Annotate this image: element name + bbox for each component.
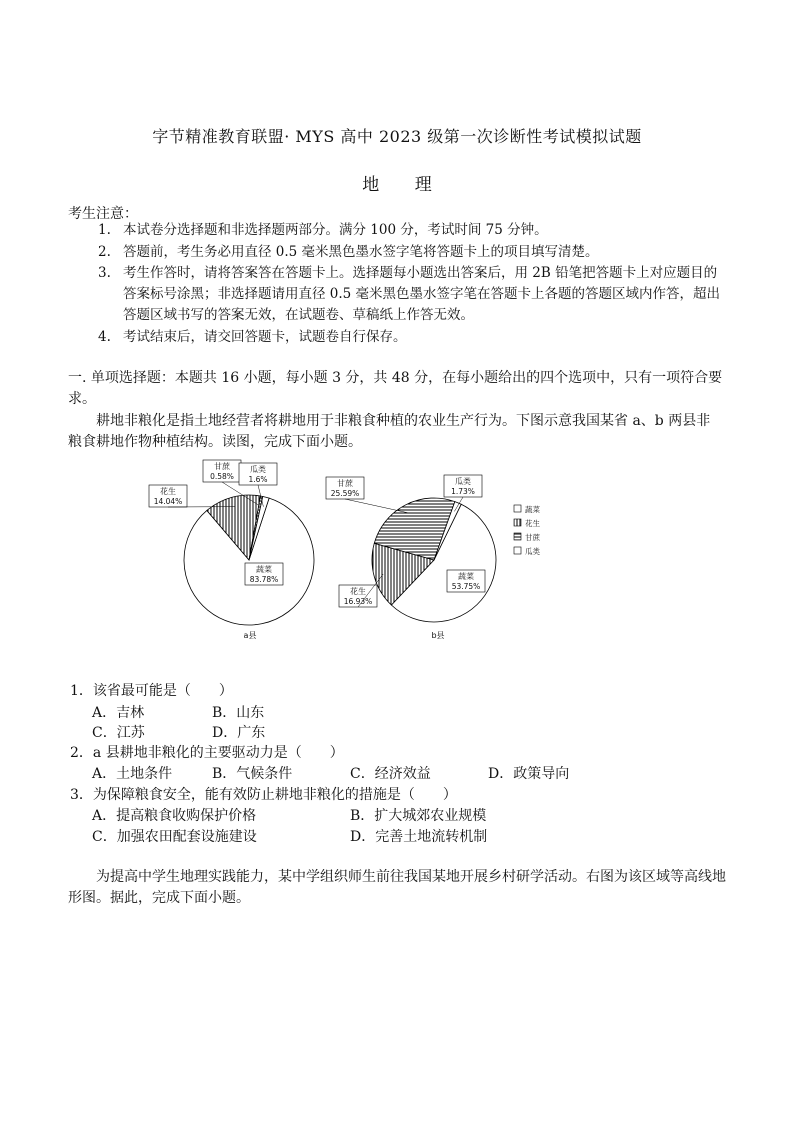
notice-number: 3. — [98, 265, 111, 281]
slice-label-name: 瓜类 — [250, 465, 266, 474]
notice-number: 2. — [98, 244, 111, 260]
legend-swatch-melon — [514, 547, 521, 554]
legend-swatch-peanut — [514, 519, 521, 526]
notice-text: 答题前，考生务必用直径 0.5 毫米黑色墨水签字笔将答题卡上的项目填写清楚。 — [123, 244, 599, 260]
slice-label-value: 14.04% — [153, 497, 183, 506]
notice-text: 本试卷分选择题和非选择题两部分。满分 100 分，考试时间 75 分钟。 — [123, 222, 548, 238]
legend-label-sugarcane: 甘蔗 — [525, 533, 540, 542]
question-intro-2: 为提高中学生地理实践能力，某中学组织师生前往我国某地开展乡村研学活动。右图为该区域等高线地形图。据此，完成下面小题。 — [68, 869, 726, 906]
option-b: B．气候条件 — [212, 766, 293, 782]
option-d: D．广东 — [212, 725, 266, 741]
legend-label-vegetable: 蔬菜 — [525, 505, 540, 514]
pie-b — [326, 475, 496, 640]
exam-title: 字节精准教育联盟· MYS 高中 2023 级第一次诊断性考试模拟试题 — [152, 127, 642, 146]
slice-label-name: 蔬菜 — [256, 565, 272, 574]
pie-caption: a县 — [243, 631, 257, 640]
question-stem: 3．为保障粮食安全，能有效防止耕地非粮化的措施是（ ） — [70, 787, 457, 803]
question-stem: 2．a 县耕地非粮化的主要驱动力是（ ） — [70, 745, 344, 761]
notice-heading: 考生注意： — [68, 206, 138, 222]
slice-label-name: 瓜类 — [455, 477, 471, 486]
slice-label-name: 花生 — [350, 587, 366, 596]
section-heading: 一. 单项选择题：本题共 16 小题，每小题 3 分，共 48 分，在每小题给出的四个选项中，只有一项符合要求。 — [68, 370, 723, 407]
option-b: B．扩大城郊农业规模 — [350, 808, 487, 824]
notice-text: 考试结束后，请交回答题卡，试题卷自行保存。 — [123, 329, 407, 345]
notice-text: 考生作答时，请将答案答在答题卡上。选择题每小题选出答案后，用 2B 铅笔把答题卡上对应题目的答案标号涂黑；非选择题请用直径 0.5 毫米黑色墨水签字笔在答题卡上各题的答题区域内作答，超出答题区域书写的答案无效，在试题卷、草稿纸上作答无效。 — [123, 265, 721, 323]
legend-swatch-sugarcane — [514, 533, 521, 540]
slice-label-value: 25.59% — [330, 489, 360, 498]
pie-chart-figure — [0, 455, 794, 655]
option-a: A．吉林 — [92, 705, 145, 721]
slice-label-value: 1.6% — [248, 475, 268, 484]
option-c: C．经济效益 — [350, 766, 431, 782]
notice-item — [100, 327, 730, 348]
slice-label-value: 16.93% — [343, 597, 373, 606]
notice-item — [100, 242, 730, 263]
pie-a — [149, 460, 314, 640]
question-intro: 耕地非粮化是指土地经营者将耕地用于非粮食种植的农业生产行为。下图示意我国某省 a、b 两县非粮食耕地作物种植结构。读图，完成下面小题。 — [68, 413, 711, 450]
leader-line — [345, 499, 410, 513]
legend-label-melon: 瓜类 — [525, 547, 540, 556]
slice-label-value: 1.73% — [451, 487, 475, 496]
slice-label-name: 蔬菜 — [458, 572, 474, 581]
option-b: B．山东 — [212, 705, 265, 721]
legend-label-peanut: 花生 — [525, 519, 540, 528]
pie-caption: b县 — [431, 631, 445, 640]
slice-label-name: 甘蔗 — [337, 479, 353, 488]
notice-item — [100, 263, 730, 326]
option-c: C．加强农田配套设施建设 — [92, 829, 257, 845]
slice-label-name: 甘蔗 — [214, 462, 230, 471]
slice-label-name: 花生 — [160, 487, 176, 496]
slice-label-value: 0.58% — [210, 472, 234, 481]
option-a: A．土地条件 — [92, 766, 173, 782]
subject-title: 地 理 — [362, 175, 432, 195]
chart-legend — [514, 504, 540, 556]
legend-swatch-vegetable — [514, 505, 521, 512]
notice-number: 1. — [98, 222, 111, 238]
slice-label-value: 83.78% — [249, 575, 279, 584]
option-c: C．江苏 — [92, 725, 145, 741]
question-stem: 1．该省最可能是（ ） — [70, 683, 233, 699]
option-d: D．政策导向 — [488, 766, 570, 782]
slice-label-value: 53.75% — [451, 582, 481, 591]
option-a: A．提高粮食收购保护价格 — [92, 808, 257, 824]
notice-number: 4. — [98, 329, 111, 345]
option-d: D．完善土地流转机制 — [350, 829, 488, 845]
notice-item — [100, 220, 730, 241]
